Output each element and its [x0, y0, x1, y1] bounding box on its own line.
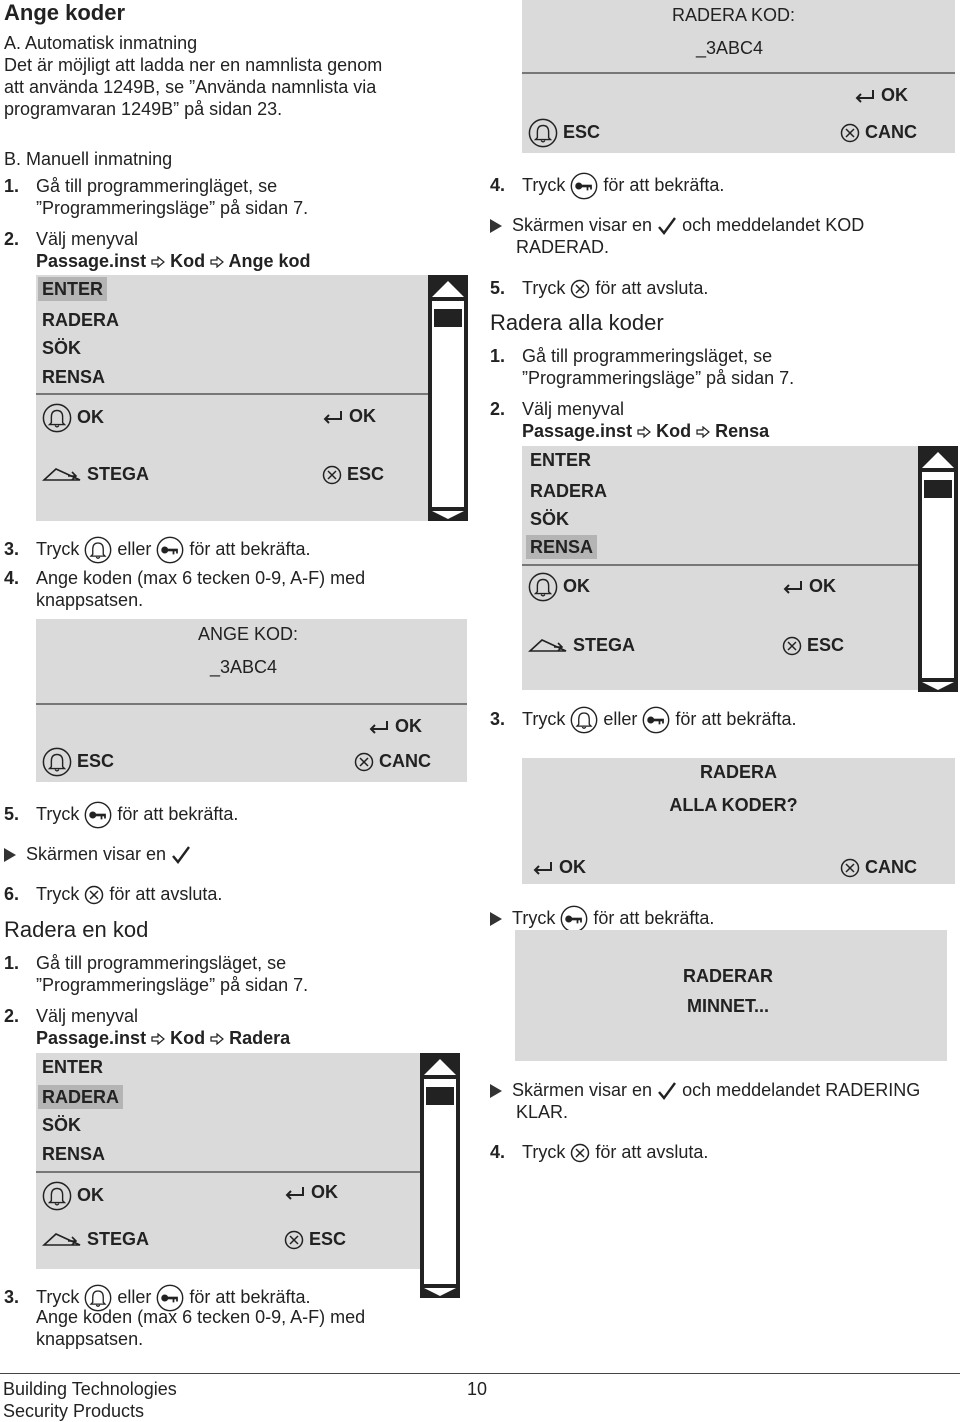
enter-icon — [854, 88, 876, 104]
bullet-arrow-icon — [490, 912, 502, 926]
step-1: 1. Gå till programmeringsläget, se — [4, 953, 287, 973]
check-icon — [657, 1081, 677, 1101]
menu-item-enter[interactable]: ENTER — [530, 450, 592, 470]
key-icon — [84, 801, 112, 829]
footer-division: Security Products — [3, 1401, 145, 1421]
step-1-cont: ”Programmeringsläge” på sidan 7. — [36, 975, 309, 995]
auto-line: programvaran 1249B” på sidan 23. — [4, 99, 283, 119]
bell-icon — [528, 572, 558, 602]
key-icon — [560, 905, 588, 933]
scroll-up-icon — [424, 1057, 456, 1075]
step-2: 2. Välj menyval — [4, 1006, 139, 1026]
radera-kod-title: RADERA KOD: — [672, 5, 796, 25]
menu-path: Passage.inst Kod Radera — [36, 1028, 291, 1048]
canc-button[interactable]: CANC — [354, 750, 431, 772]
step-3-cont: knappsatsen. — [36, 1329, 144, 1349]
bullet-arrow-icon — [490, 219, 502, 233]
section-title: Radera en kod — [4, 917, 149, 942]
bell-ok[interactable]: OK — [42, 1181, 104, 1211]
step-4: 4. Ange koden (max 6 tecken 0-9, A-F) med — [4, 568, 366, 588]
bell-icon — [42, 403, 72, 433]
menu-item-rensa[interactable]: RENSA — [42, 1144, 106, 1164]
x-circle-icon — [570, 1143, 590, 1163]
step-3-cont: Ange koden (max 6 tecken 0-9, A-F) med — [36, 1307, 366, 1327]
canc-button[interactable]: CANC — [840, 121, 917, 143]
enter-icon — [284, 1185, 306, 1201]
result-cont: KLAR. — [516, 1102, 569, 1122]
x-circle-icon — [570, 279, 590, 299]
bullet-arrow-icon — [4, 848, 16, 862]
divider — [36, 1171, 420, 1173]
scroll-down-icon — [424, 1288, 456, 1296]
bell-icon — [528, 118, 558, 148]
enter-icon — [532, 860, 554, 876]
step-5: 5. Tryck för att avsluta. — [490, 278, 709, 298]
menu-item-radera[interactable]: RADERA — [38, 1085, 123, 1109]
step-1: 1. Gå till programmeringsläget, se — [490, 346, 773, 366]
x-circle-icon — [284, 1230, 304, 1250]
step-2: 2. Välj menyval — [4, 229, 139, 249]
canc-button[interactable]: CANC — [840, 856, 917, 878]
page-number: 10 — [467, 1379, 488, 1399]
raderar-line-1: RADERAR — [683, 966, 773, 986]
stega-icon — [42, 1232, 82, 1248]
result-tryck: Tryck för att bekräfta. — [490, 905, 714, 933]
arrow-icon — [151, 1033, 165, 1045]
menu-item-radera[interactable]: RADERA — [530, 481, 608, 501]
confirm-line-2: ALLA KODER? — [669, 795, 798, 815]
menu-item-rensa[interactable]: RENSA — [42, 367, 106, 387]
bell-esc[interactable]: ESC — [42, 747, 114, 777]
step-3: 3. Tryck eller för att bekräfta. — [4, 1284, 310, 1312]
scroll-thumb — [426, 1087, 454, 1105]
step-4-cont: knappsatsen. — [36, 590, 144, 610]
scroll-down-icon — [432, 511, 464, 519]
menu-item-enter[interactable]: ENTER — [42, 1057, 104, 1077]
auto-line: Det är möjligt att ladda ner en namnlista genom — [4, 55, 383, 75]
bullet-arrow-icon — [490, 1084, 502, 1098]
step-3: 3. Tryck eller för att bekräfta. — [490, 706, 796, 734]
divider — [36, 703, 467, 705]
menu-item-rensa[interactable]: RENSA — [526, 535, 597, 559]
menu-item-sok[interactable]: SÖK — [530, 509, 570, 529]
key-icon — [156, 536, 184, 564]
radera-kod-screen — [522, 0, 955, 153]
x-circle-icon — [840, 858, 860, 878]
x-circle-icon — [84, 885, 104, 905]
scrollbar[interactable] — [918, 446, 958, 692]
check-icon — [657, 216, 677, 236]
page-title: Ange koder — [4, 0, 126, 25]
scroll-down-icon — [922, 682, 954, 690]
x-circle-icon — [782, 636, 802, 656]
stega-button[interactable]: STEGA — [528, 634, 635, 656]
scroll-up-icon — [922, 450, 954, 468]
menu-screen — [36, 275, 428, 521]
stega-icon — [528, 638, 568, 654]
result-line: Skärmen visar en och meddelandet KOD — [490, 214, 864, 236]
step-2: 2. Välj menyval — [490, 399, 625, 419]
menu-item-sok[interactable]: SÖK — [42, 1115, 82, 1135]
key-icon — [570, 172, 598, 200]
menu-item-sok[interactable]: SÖK — [42, 338, 82, 358]
x-circle-icon — [322, 465, 342, 485]
auto-line: att använda 1249B, se ”Använda namnlista via — [4, 77, 377, 97]
check-icon — [171, 845, 191, 865]
result-line: Skärmen visar en — [4, 843, 191, 865]
result-cont: RADERAD. — [516, 237, 610, 257]
x-circle-icon — [840, 123, 860, 143]
step-1-cont: ”Programmeringsläge” på sidan 7. — [522, 368, 795, 388]
key-icon — [642, 706, 670, 734]
bell-ok[interactable]: OK — [42, 403, 104, 433]
result-line: Skärmen visar en och meddelandet RADERING — [490, 1079, 920, 1101]
menu-screen — [522, 446, 918, 690]
raderar-line-2: MINNET... — [686, 996, 769, 1016]
auto-heading: A. Automatisk inmatning — [4, 33, 198, 53]
enter-ok[interactable]: OK — [368, 715, 422, 737]
menu-path: Passage.inst Kod Ange kod — [36, 251, 311, 271]
step-4: 4. Tryck för att bekräfta. — [490, 172, 724, 200]
menu-screen — [36, 1053, 420, 1269]
stega-button[interactable]: STEGA — [42, 463, 149, 485]
enter-ok[interactable]: OK — [854, 84, 908, 106]
stega-icon — [42, 467, 82, 483]
confirm-line-1: RADERA — [699, 762, 777, 782]
enter-icon — [322, 409, 344, 425]
step-1: 1. Gå till programmeringläget, se — [4, 176, 278, 196]
scroll-thumb — [434, 309, 462, 327]
menu-item-enter[interactable]: ENTER — [38, 277, 107, 301]
esc-button[interactable]: ESC — [782, 634, 844, 656]
manual-heading: B. Manuell inmatning — [4, 149, 173, 169]
radera-alla-screen — [522, 758, 955, 884]
arrow-icon — [637, 426, 651, 438]
x-circle-icon — [354, 752, 374, 772]
step-3: 3. Tryck eller för att bekräfta. — [4, 536, 310, 564]
scroll-thumb — [924, 480, 952, 498]
stega-button[interactable]: STEGA — [42, 1228, 149, 1250]
ange-kod-title: ANGE KOD: — [198, 624, 299, 644]
bell-icon — [84, 536, 112, 564]
bell-ok[interactable]: OK — [528, 572, 590, 602]
arrow-icon — [210, 1033, 224, 1045]
scroll-up-icon — [432, 279, 464, 297]
enter-icon — [368, 719, 390, 735]
enter-ok[interactable]: OK — [782, 575, 836, 597]
arrow-icon — [696, 426, 710, 438]
divider — [522, 72, 955, 74]
step-1-cont: ”Programmeringsläge” på sidan 7. — [36, 198, 309, 218]
radera-kod-value: _3ABC4 — [696, 38, 764, 58]
section-title: Radera alla koder — [490, 310, 664, 335]
enter-ok[interactable]: OK — [322, 405, 376, 427]
esc-button[interactable]: ESC — [284, 1228, 346, 1250]
enter-icon — [782, 579, 804, 595]
footer-company: Building Technologies — [3, 1379, 177, 1399]
divider — [522, 564, 918, 566]
enter-ok[interactable]: OK — [284, 1181, 338, 1203]
ange-kod-value: _3ABC4 — [210, 657, 278, 677]
scrollbar[interactable] — [420, 1053, 460, 1298]
bell-icon — [42, 1181, 72, 1211]
menu-item-radera[interactable]: RADERA — [42, 310, 120, 330]
scrollbar[interactable] — [428, 275, 468, 521]
raderar-screen — [515, 930, 947, 1061]
footer-divider — [0, 1373, 960, 1374]
divider — [36, 393, 428, 395]
esc-button[interactable]: ESC — [322, 463, 384, 485]
bell-esc[interactable]: ESC — [528, 118, 600, 148]
step-5: 5. Tryck för att bekräfta. — [4, 801, 238, 829]
enter-ok[interactable]: OK — [532, 856, 586, 878]
arrow-icon — [210, 256, 224, 268]
bell-icon — [570, 706, 598, 734]
bell-icon — [42, 747, 72, 777]
step-6: 6. Tryck för att avsluta. — [4, 884, 223, 904]
ange-kod-screen — [36, 619, 467, 782]
arrow-icon — [151, 256, 165, 268]
step-4: 4. Tryck för att avsluta. — [490, 1142, 709, 1162]
menu-path: Passage.inst Kod Rensa — [522, 421, 770, 441]
